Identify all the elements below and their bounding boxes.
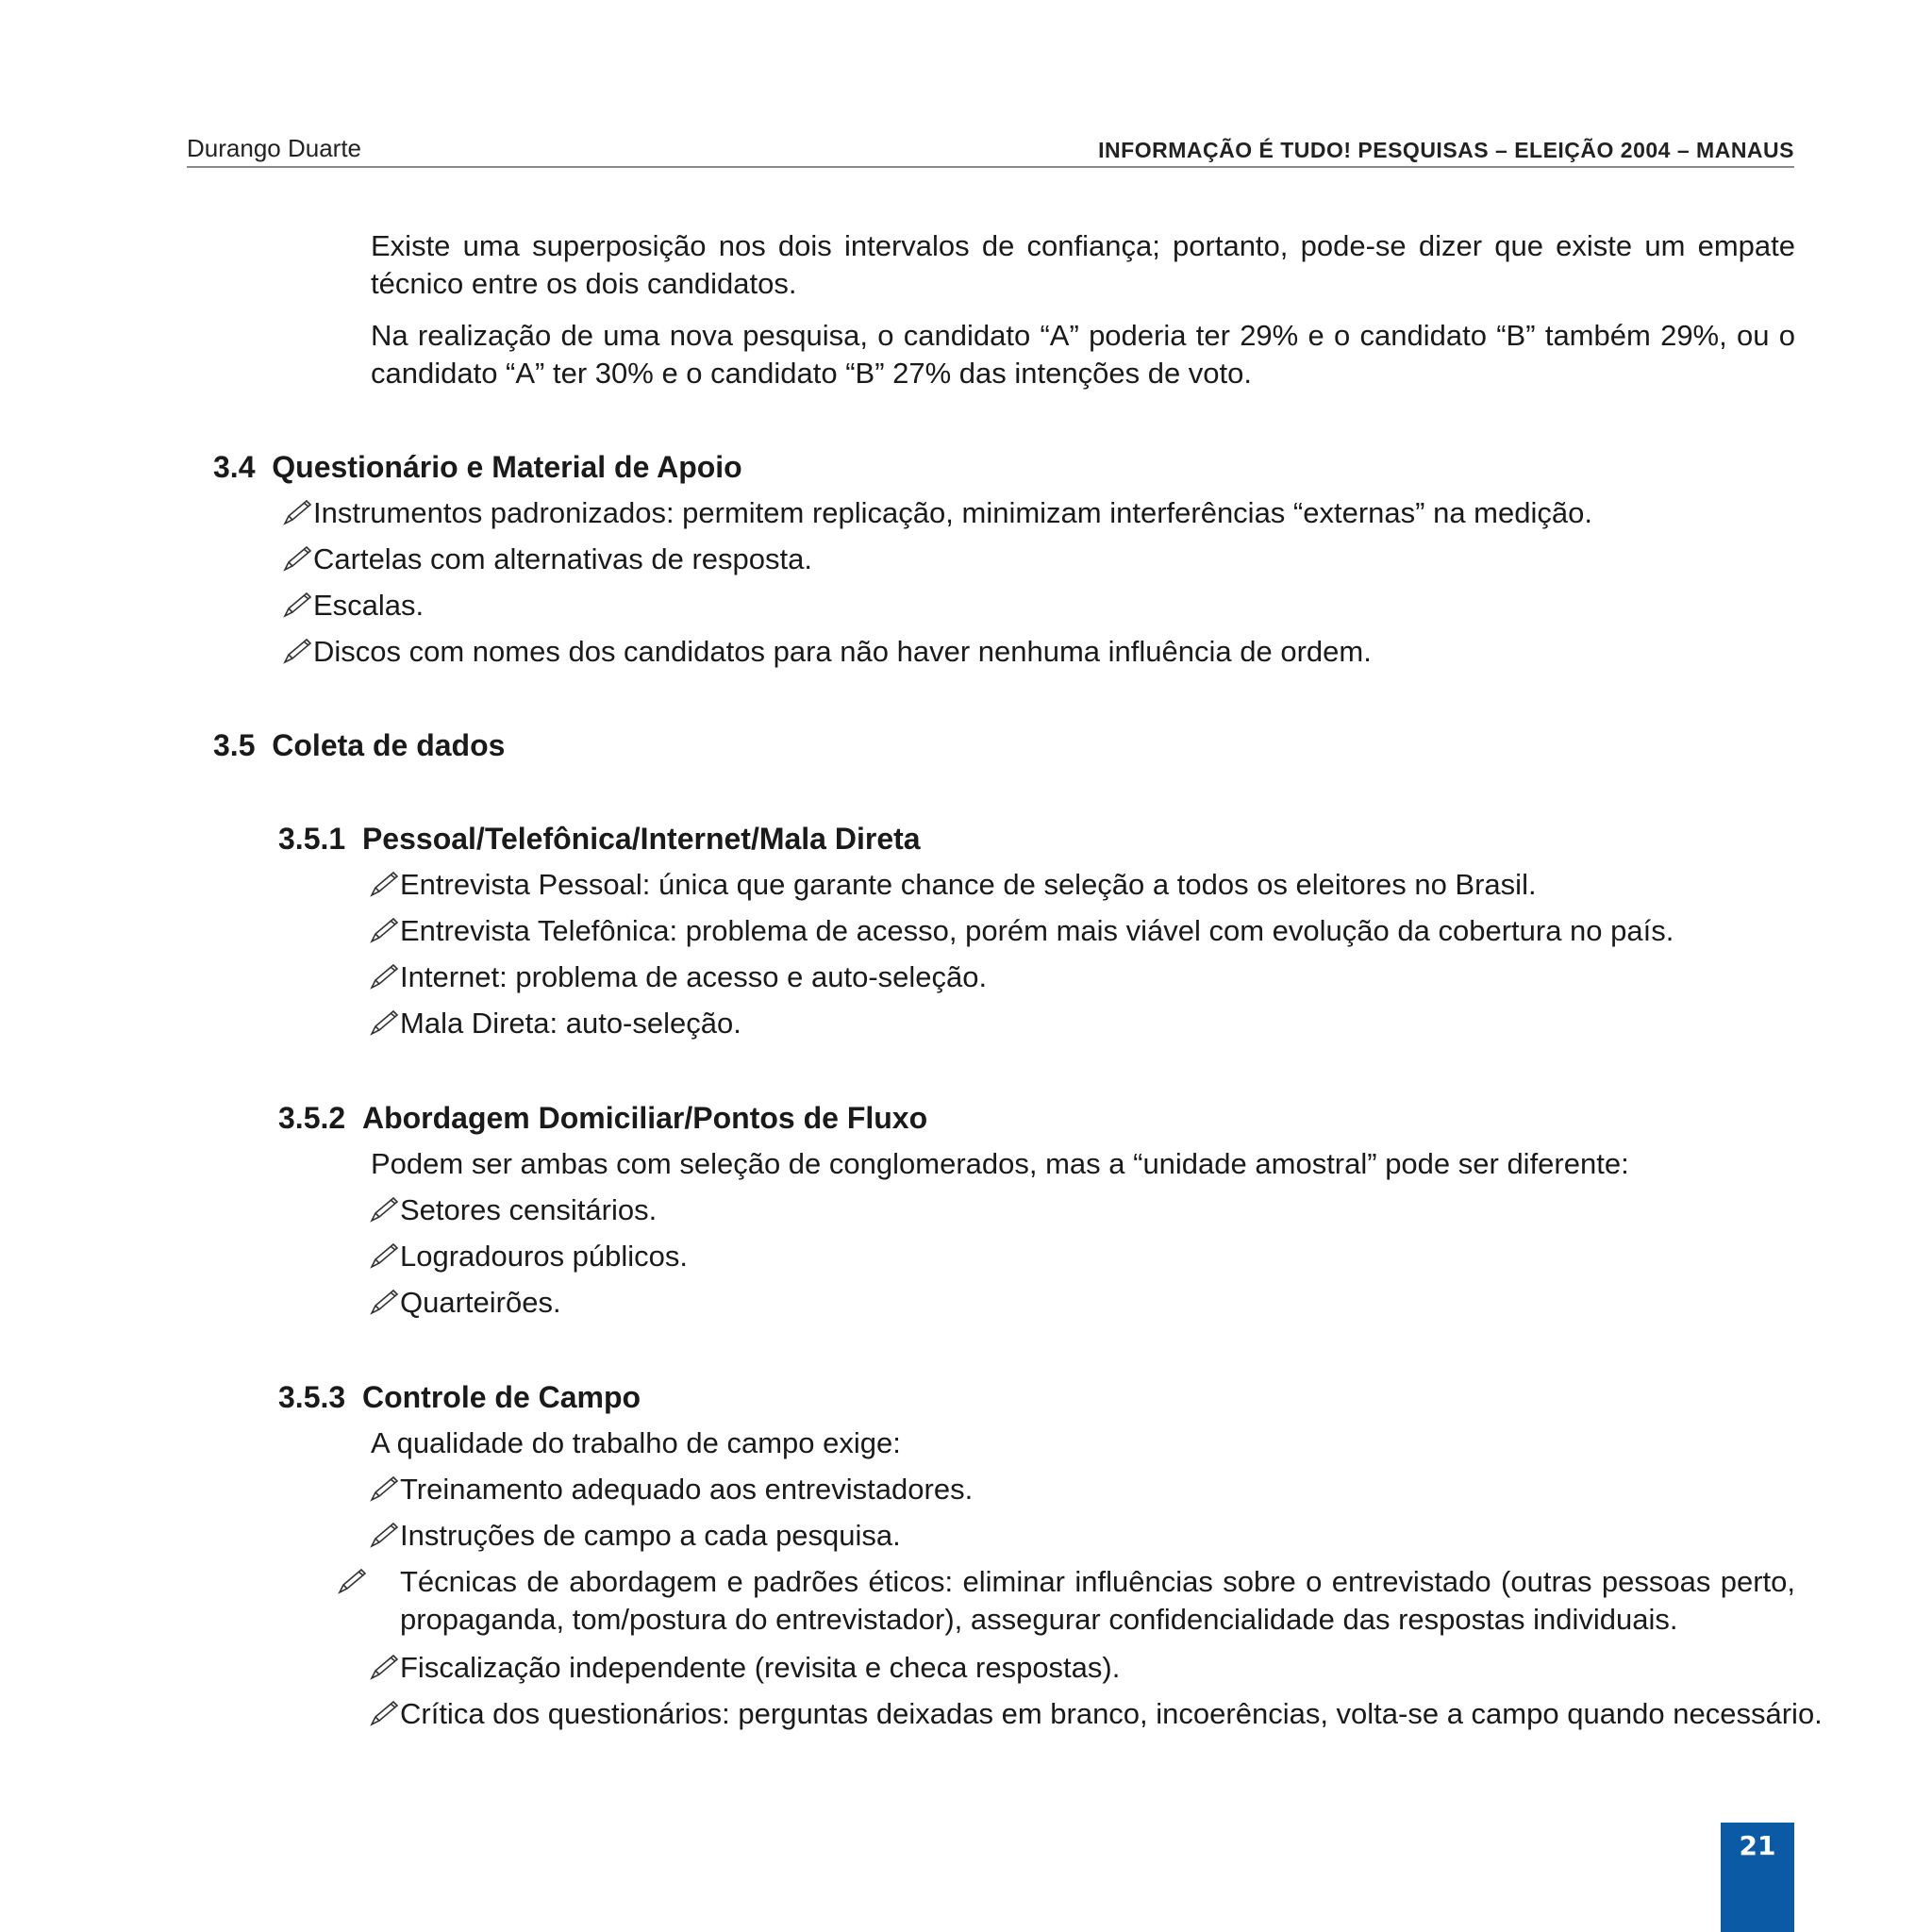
section-title: Controle de Campo: [361, 1380, 641, 1414]
pencil-icon: [368, 1567, 400, 1595]
section-title: Abordagem Domiciliar/Pontos de Fluxo: [361, 1101, 928, 1135]
list-item: Escalas.: [281, 587, 424, 625]
page-number: 21: [1721, 1823, 1794, 1932]
section-heading-3-5-2: [278, 1099, 927, 1137]
section-title: Coleta de dados: [272, 728, 506, 762]
pencil-icon: [281, 591, 313, 619]
pencil-icon: [368, 1474, 400, 1503]
pencil-icon: [368, 962, 400, 991]
list-item: Entrevista Pessoal: única que garante chance de seleção a todos os eleitores no Brasil.: [368, 866, 1537, 904]
list-item: Entrevista Telefônica: problema de acesso, porém mais viável com evolução da cobertura no país.: [368, 912, 1674, 950]
pencil-icon: [281, 544, 313, 573]
list-item: Quarteirões.: [368, 1284, 561, 1322]
section-intro: Podem ser ambas com seleção de conglomerados, mas a “unidade amostral” pode ser diferente:: [371, 1147, 1629, 1180]
section-heading-3-5-1: [278, 820, 921, 858]
pencil-icon: [368, 1008, 400, 1037]
section-number: 3.5.3: [278, 1380, 346, 1414]
section-title: Questionário e Material de Apoio: [272, 450, 742, 484]
section-number: 3.5: [213, 728, 256, 762]
list-item: Técnicas de abordagem e padrões éticos: eliminar influências sobre o entrevistado (outras pessoas perto, propaganda, tom/postura do entrevistador), assegurar confidencialidade das respostas individuais.: [368, 1563, 1795, 1639]
pencil-icon: [368, 1288, 400, 1316]
pencil-icon: [368, 870, 400, 898]
list-item: Crítica dos questionários: perguntas deixadas em branco, incoerências, volta-se a campo quando necessário.: [368, 1695, 1823, 1733]
section-heading-3-4: [213, 448, 742, 486]
section-heading-3-5-3: [278, 1378, 641, 1416]
list-item: Discos com nomes dos candidatos para não haver nenhuma influência de ordem.: [281, 633, 1372, 671]
list-item: Internet: problema de acesso e auto-seleção.: [368, 958, 987, 996]
section-intro: A qualidade do trabalho de campo exige:: [371, 1426, 901, 1459]
list-item: Instruções de campo a cada pesquisa.: [368, 1517, 901, 1555]
list-item: Mala Direta: auto-seleção.: [368, 1005, 741, 1042]
intro-paragraph-2: Na realização de uma nova pesquisa, o candidato “A” poderia ter 29% e o candidato “B” também 29%, ou o candidato “A” ter 30% e o candidato “B” 27% das intenções de voto.: [371, 319, 1795, 390]
pencil-icon: [368, 1653, 400, 1681]
pencil-icon: [368, 1195, 400, 1224]
list-item: Treinamento adequado aos entrevistadores.: [368, 1471, 973, 1508]
header-author: Durango Duarte: [187, 134, 361, 162]
list-item: Setores censitários.: [368, 1191, 657, 1229]
list-item: Cartelas com alternativas de resposta.: [281, 541, 812, 578]
pencil-icon: [368, 916, 400, 944]
intro-paragraph-1: Existe uma superposição nos dois intervalos de confiança; portanto, pode-se dizer que existe um empate técnico entre os dois candidatos.: [371, 229, 1795, 300]
pencil-icon: [368, 1521, 400, 1549]
section-number: 3.4: [213, 450, 256, 484]
section-number: 3.5.1: [278, 822, 346, 856]
list-item: Instrumentos padronizados: permitem replicação, minimizam interferências “externas” na medição.: [281, 494, 1592, 532]
pencil-icon: [368, 1241, 400, 1270]
pencil-icon: [368, 1699, 400, 1727]
section-title: Pessoal/Telefônica/Internet/Mala Direta: [361, 822, 921, 856]
list-item: Fiscalização independente (revisita e checa respostas).: [368, 1649, 1120, 1687]
list-item: Logradouros públicos.: [368, 1238, 688, 1275]
header-title: INFORMAÇÃO É TUDO! PESQUISAS – ELEIÇÃO 2004 – MANAUS: [1098, 138, 1794, 162]
pencil-icon: [281, 637, 313, 665]
section-number: 3.5.2: [278, 1101, 346, 1135]
pencil-icon: [281, 498, 313, 526]
section-heading-3-5: [213, 726, 505, 764]
